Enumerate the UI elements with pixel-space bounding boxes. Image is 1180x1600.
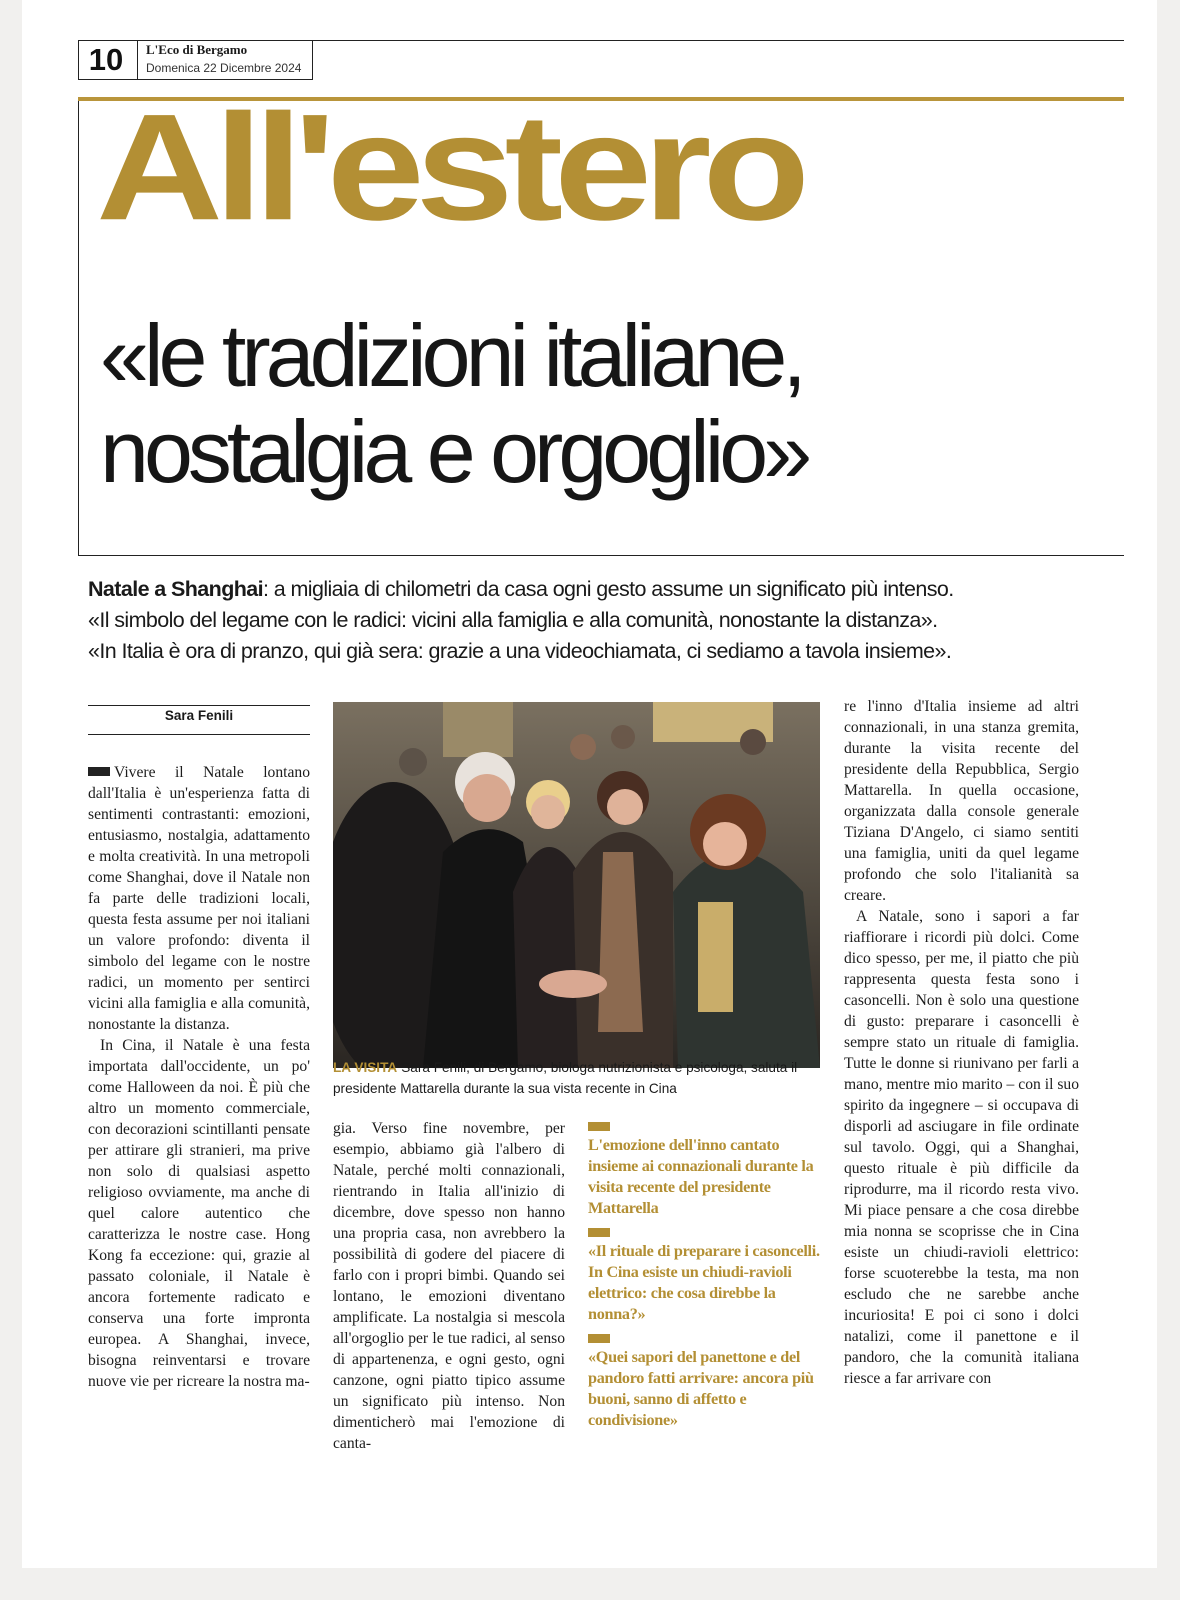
header-box-right-rule (312, 40, 313, 80)
header-top-rule (78, 40, 1124, 41)
summary-line-1-rest: : a migliaia di chilometri da casa ogni gesto assume un significato più intenso. (263, 577, 954, 601)
newspaper-name: L'Eco di Bergamo (146, 42, 248, 57)
byline-top-rule (88, 705, 310, 706)
header-box-bottom-rule (78, 79, 312, 80)
headline-line-2: nostalgia e orgoglio» (100, 402, 808, 501)
summary-line-3: «In Italia è ora di pranzo, qui già sera: grazie a una videochiamata, ci sediamo a tavola insieme». (88, 639, 952, 663)
article-column-3 (844, 696, 1079, 1389)
pull-quote-text: L'emozione dell'inno cantato insieme ai connazionali durante la visita recente del presidente Mattarella (588, 1136, 814, 1217)
lead-marker (88, 767, 110, 776)
article-column-1 (88, 762, 310, 1392)
headline-line-1: «le tradizioni italiane, (100, 306, 802, 405)
article-paragraph: In Cina, il Natale è una festa importata dall'occidente, un po' come Halloween da noi. È più che altro un momento commerciale, con decorazioni scintillanti pensate per attirare gli stranieri, ma prive non solo di qualsiasi aspetto religioso ovviamente, ma anche di quel calore autentico che caratterizza le nostre case. Hong Kong fa eccezione: qui, grazie al passato coloniale, il Natale è ancora fortemente radicato e conserva una forte impronta europea. A Shanghai, invece, bisogna reinventarsi e trovare nuove vie per ricreare la nostra ma- (88, 1037, 310, 1390)
page-number-divider (137, 40, 138, 80)
headline (100, 308, 1100, 500)
headline-bottom-rule (78, 555, 1124, 556)
byline: Sara Fenili (164, 708, 234, 723)
headline-left-rule (78, 101, 79, 556)
section-title: All'estero (96, 83, 802, 252)
pull-quote-text: «Il rituale di preparare i casoncelli. In Cina esiste un chiudi-ravioli elettrico: che cosa direbbe la nonna?» (588, 1242, 820, 1323)
summary-line-2: «Il simbolo del legame con le radici: vicini alla famiglia e alla comunità, nonostante la distanza». (88, 608, 938, 632)
pull-quote-3 (588, 1334, 832, 1431)
article-paragraph: A Natale, sono i sapori a far riaffiorare i ricordi più dolci. Come dico spesso, per me, il piatto che più rappresenta questa festa sono i casoncelli. Non è solo una questione di gusto: preparare i casoncelli è sempre stato un rituale di famiglia. Tutte le donne si riunivano per farli a mano, mentre mio marito – con il suo spirito da ingegnere – si occupava di disporli ad asciugare in file ordinate sul tavolo. Oggi, qui a Shanghai, questo rituale è più difficile da riprodurre, ma il ricordo resta vivo. Mi piace pensare a che cosa direbbe mia nonna se scoprisse che in Cina esiste un chiudi-ravioli elettrico: forse scuoterebbe la testa, ma non escludo che ne sarebbe anche incuriosita! E poi ci sono i dolci natalizi, come il panettone e il pandoro, che la comunità italiana riesce a far arrivare con (844, 908, 1079, 1387)
quote-marker (588, 1122, 610, 1131)
quote-marker (588, 1334, 610, 1343)
article-paragraph: Vivere il Natale lontano dall'Italia è un'esperienza fatta di sentimenti contrastanti: emozioni, entusiasmo, nostalgia, adattamento e molta creatività. In una metropoli come Shanghai, dove il Natale non fa parte delle tradizioni locali, questa festa assume per noi italiani un valore profondo: diventa il simbolo del legame con le nostre radici, un momento per sentirci vicini alla famiglia e alla comunità, nonostante la distanza. (88, 764, 310, 1033)
caption-text: Sara Fenili, di Bergamo, biologa nutrizionista e psicologa, saluta il presidente Mattarella durante la sua vista recente in Cina (333, 1060, 798, 1096)
photo-caption (333, 1057, 823, 1099)
caption-label: LA VISITA (333, 1060, 398, 1075)
quote-marker (588, 1228, 610, 1237)
pull-quote-text: «Quei sapori del panettone e del pandoro fatti arrivare: ancora più buoni, sanno di affetto e condivisione» (588, 1348, 814, 1429)
summary (88, 574, 1128, 667)
article-paragraph: gia. Verso fine novembre, per esempio, abbiamo già l'albero di Natale, perché molti connazionali, rientrando in Italia all'inizio di dicembre, dove spesso non hanno una propria casa, non avrebbero la possibilità di godere del piacere di farlo con i propri bimbi. Quando sei lontano, le emozioni diventano amplificate. La nostalgia si mescola all'orgoglio per le tue radici, al senso di appartenenza, e ogni gesto, ogni canzone, ogni piatto tipico assume un significato più intenso. Non dimenticherò mai l'emozione di canta- (333, 1120, 565, 1452)
article-paragraph: re l'inno d'Italia insieme ad altri connazionali, in una stanza gremita, durante la visita recente del presidente della Repubblica, Sergio Mattarella. In quella occasione, organizzata dalla console generale Tiziana D'Angelo, ci siamo sentiti una famiglia, uniti da quel legame profondo che solo l'italianità sa creare. (844, 698, 1079, 904)
pull-quote-1 (588, 1122, 832, 1219)
newspaper-page (22, 0, 1157, 1568)
article-photo (333, 702, 820, 1068)
header-left-rule (78, 40, 79, 80)
byline-bottom-rule (88, 734, 310, 735)
photo-illustration (333, 702, 820, 1068)
pull-quote-2 (588, 1228, 832, 1325)
page-number: 10 (88, 42, 124, 77)
summary-line-1 (88, 574, 1128, 605)
summary-lead: Natale a Shanghai (88, 577, 263, 601)
article-column-2 (333, 1118, 565, 1454)
issue-date: Domenica 22 Dicembre 2024 (146, 61, 302, 75)
